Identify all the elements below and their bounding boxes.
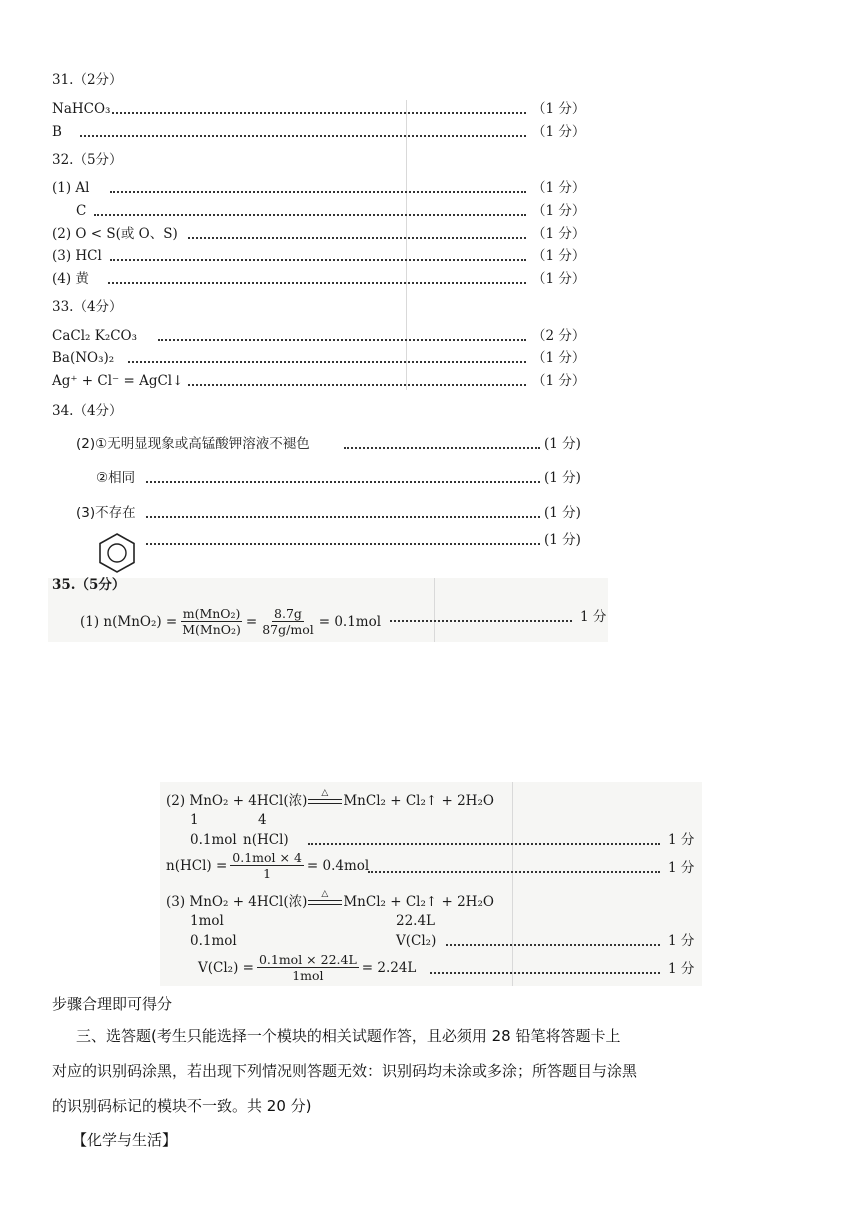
scan-crease <box>512 782 513 986</box>
q32-answer: (2) O < S(或 O、S) <box>52 226 178 242</box>
q35-part2-calc <box>166 850 369 881</box>
score: （2 分） <box>532 328 586 344</box>
score: (1 分) <box>544 532 581 548</box>
formula-text: n(HCl) = <box>166 857 228 874</box>
fraction <box>230 850 304 881</box>
score: （1 分） <box>532 248 586 264</box>
leader-dots <box>368 871 660 873</box>
score: 1 分 <box>668 860 695 876</box>
leader-dots <box>146 481 540 483</box>
q32-answer: C <box>76 203 87 219</box>
formula-text: MnCl₂ + Cl₂↑ + 2H₂O <box>343 793 494 809</box>
ratio-value: 4 <box>258 812 267 828</box>
score: 1 分 <box>668 933 695 949</box>
fraction <box>257 952 359 983</box>
q35-part3-equation <box>166 889 494 911</box>
q34-answer: ②相同 <box>96 470 136 486</box>
q32-answer: (1) Al <box>52 180 90 196</box>
q35-header: 35.（5分） <box>52 577 126 593</box>
numerator: m(MnO₂) <box>182 606 241 621</box>
score: (1 分) <box>544 436 581 452</box>
numerator: 8.7g <box>274 606 302 621</box>
amount-value: n(HCl) <box>243 832 289 848</box>
q32-header: 32.（5分） <box>52 152 123 168</box>
denominator: M(MnO₂) <box>182 622 241 637</box>
leader-dots <box>308 843 660 845</box>
section-3-instructions: 的识别码标记的模块不一致。共 20 分) <box>52 1097 312 1115</box>
heat-symbol: △ <box>321 788 329 798</box>
amount-value: 0.1mol <box>190 933 237 949</box>
scoring-note: 步骤合理即可得分 <box>52 995 173 1013</box>
formula-text: MnCl₂ + Cl₂↑ + 2H₂O <box>343 894 494 910</box>
score: （1 分） <box>532 350 586 366</box>
reaction-arrow-icon <box>308 788 342 807</box>
q35-part1-calc <box>80 606 381 637</box>
formula-text: = 2.24L <box>361 959 417 976</box>
leader-dots <box>188 384 526 386</box>
scan-crease <box>406 100 407 390</box>
leader-dots <box>110 259 526 261</box>
fraction <box>260 606 316 637</box>
benzene-ring-icon <box>96 532 138 574</box>
leader-dots <box>128 361 526 363</box>
leader-dots <box>112 112 526 114</box>
score: （1 分） <box>532 271 586 287</box>
leader-dots <box>80 135 526 137</box>
denominator: 1mol <box>292 968 324 983</box>
score: （1 分） <box>532 124 586 140</box>
q33-answer: CaCl₂ K₂CO₃ <box>52 328 138 344</box>
formula-text: V(Cl₂) = <box>198 959 254 976</box>
score: (1 分) <box>544 470 581 486</box>
amount-value: 1mol <box>190 913 224 929</box>
q33-header: 33.（4分） <box>52 299 123 315</box>
q35-part3-calc <box>198 952 416 983</box>
q35-part2-equation <box>166 788 494 810</box>
q34-header: 34.（4分） <box>52 403 123 419</box>
scan-crease <box>434 578 435 642</box>
q34-answer: (2)①无明显现象或高锰酸钾溶液不褪色 <box>76 436 310 452</box>
leader-dots <box>146 543 540 545</box>
denominator: 1 <box>263 866 272 881</box>
formula-text: = 0.1mol <box>318 613 382 630</box>
leader-dots <box>108 282 526 284</box>
q34-answer: (3)不存在 <box>76 505 136 521</box>
formula-text: = 0.4mol <box>306 857 370 874</box>
q31-header: 31.（2分） <box>52 72 123 88</box>
leader-dots <box>390 620 572 622</box>
amount-value: 22.4L <box>396 913 436 929</box>
ratio-value: 1 <box>190 812 199 828</box>
amount-value: 0.1mol <box>190 832 237 848</box>
q32-answer: (4) 黄 <box>52 271 89 287</box>
formula-text: (1) n(MnO₂) = <box>80 613 178 630</box>
leader-dots <box>146 516 540 518</box>
module-heading: 【化学与生活】 <box>72 1131 178 1149</box>
score: 1 分 <box>668 961 695 977</box>
formula-text: = <box>245 613 258 630</box>
amount-value: V(Cl₂) <box>396 933 437 949</box>
fraction <box>180 606 243 637</box>
leader-dots <box>188 237 526 239</box>
q33-answer: Ag⁺ + Cl⁻ = AgCl↓ <box>52 373 184 389</box>
formula-text: (2) MnO₂ + 4HCl(浓) <box>166 793 308 809</box>
numerator: 0.1mol × 22.4L <box>258 952 357 967</box>
score: (1 分) <box>544 505 581 521</box>
leader-dots <box>344 447 540 449</box>
q32-answer: (3) HCl <box>52 248 102 264</box>
section-3-instructions: 对应的识别码涂黑，若出现下列情况则答题无效：识别码均未涂或多涂；所答题目与涂黑 <box>52 1062 638 1080</box>
score: （1 分） <box>532 373 586 389</box>
score: 1 分 <box>668 832 695 848</box>
score: （1 分） <box>532 226 586 242</box>
reaction-arrow-icon <box>308 889 342 908</box>
section-3-instructions: 三、选答题(考生只能选择一个模块的相关试题作答，且必须用 28 铅笔将答题卡上 <box>76 1027 621 1045</box>
leader-dots <box>446 944 660 946</box>
score: 1 分 <box>580 609 607 625</box>
q33-answer: Ba(NO₃)₂ <box>52 350 115 366</box>
leader-dots <box>94 214 526 216</box>
leader-dots <box>430 972 660 974</box>
numerator: 0.1mol × 4 <box>232 850 302 865</box>
leader-dots <box>110 191 526 193</box>
score: （1 分） <box>532 203 586 219</box>
q31-answer-2: B <box>52 124 62 140</box>
heat-symbol: △ <box>321 889 329 899</box>
score: （1 分） <box>532 180 586 196</box>
score: （1 分） <box>532 101 586 117</box>
denominator: 87g/mol <box>262 622 314 637</box>
q31-answer-1: NaHCO₃ <box>52 101 111 117</box>
formula-text: (3) MnO₂ + 4HCl(浓) <box>166 894 308 910</box>
leader-dots <box>158 339 526 341</box>
